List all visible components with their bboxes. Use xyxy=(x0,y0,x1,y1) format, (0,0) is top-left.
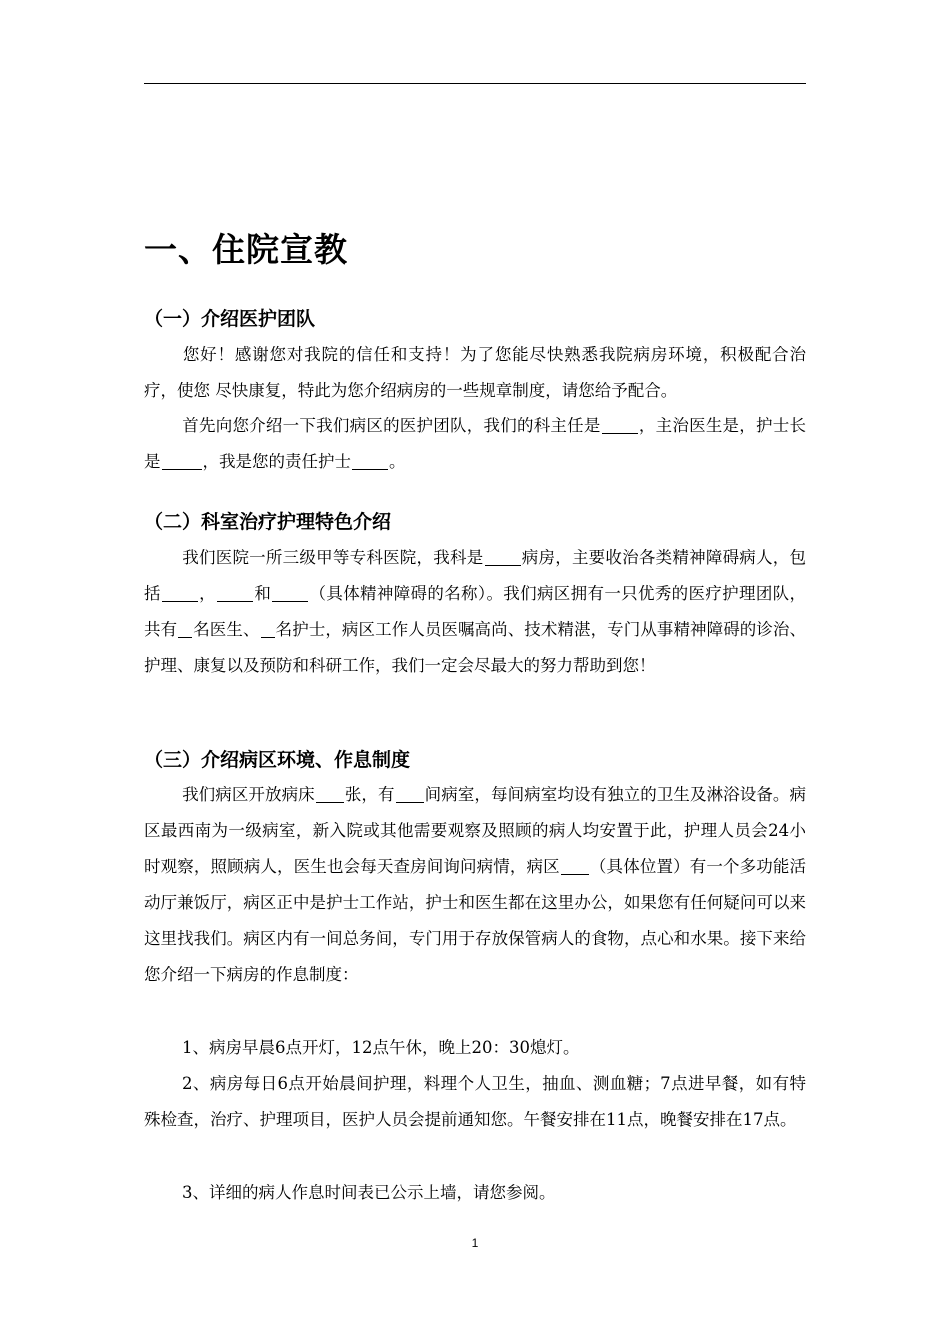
section-2-title: （二）科室治疗护理特色介绍 xyxy=(144,511,392,533)
schedule-item-2: 2、病房每日6点开始晨间护理，料理个人卫生，抽血、测血糖；7点进早餐，如有特殊检查，治疗、护理项目，医护人员会提前通知您。午餐安排在11点，晚餐安排在17点。 xyxy=(144,1074,806,1129)
blank-nurse-count xyxy=(261,619,275,638)
header-rule xyxy=(144,83,806,84)
blank-head-nurse xyxy=(162,451,202,470)
blank-disorder-3 xyxy=(272,583,308,602)
blank-nurse xyxy=(352,451,388,470)
section-3-paragraph: 我们病区开放病床 张，有 间病室，每间病室均设有独立的卫生及淋浴设备。病区最西南为一级病室，新入院或其他需要观察及照顾的病人均安置于此，护理人员会24小时观察，照顾病人，医生也会每天查房间询问病情，病区 （具体位置）有一个多功能活动厅兼饭厅，病区正中是护士工作站，护士和医生都在这里办公，如果您有任何疑问可以来这里找我们。病区内有一间总务间，专门用于存放保管病人的食物，点心和水果。接下来给您介绍一下病房的作息制度： xyxy=(144,785,807,984)
main-heading: 一、住院宣教 xyxy=(144,230,348,269)
section-3-title: （三）介绍病区环境、作息制度 xyxy=(144,749,411,771)
blank-department xyxy=(485,547,521,566)
blank-bed-count xyxy=(316,784,344,803)
section-1-paragraph-1: 您好！感谢您对我院的信任和支持！为了您能尽快熟悉我院病房环境，积极配合治疗，使您 尽快康复，特此为您介绍病房的一些规章制度，请您给予配合。 xyxy=(144,345,806,400)
page-number: 1 xyxy=(471,1236,479,1250)
blank-doctor-count xyxy=(178,619,192,638)
blank-director xyxy=(602,415,638,434)
section-1-paragraph-2: 首先向您介绍一下我们病区的医护团队，我们的科主任是 ，主治医生是，护士长是 ，我是您的责任护士 。 xyxy=(144,416,807,471)
section-1-title: （一）介绍医护团队 xyxy=(144,308,316,330)
blank-room-count xyxy=(396,784,424,803)
schedule-item-1: 1、病房早晨6点开灯，12点午休，晚上20：30熄灯。 xyxy=(182,1038,580,1057)
blank-disorder-2 xyxy=(217,583,253,602)
schedule-item-3: 3、详细的病人作息时间表已公示上墙，请您参阅。 xyxy=(182,1183,556,1202)
blank-disorder-1 xyxy=(162,583,198,602)
blank-location xyxy=(561,856,589,875)
section-2-paragraph: 我们医院一所三级甲等专科医院，我科是 病房，主要收治各类精神障碍病人，包括 ， 和 （具体精神障碍的名称）。我们病区拥有一只优秀的医疗护理团队，共有 名医生、 名护士，病区工作人员医嘱高尚、技术精湛，专门从事精神障碍的诊治、护理、康复以及预防和科研工作，我们一定会尽最大的努力帮助到您！ xyxy=(144,548,807,675)
